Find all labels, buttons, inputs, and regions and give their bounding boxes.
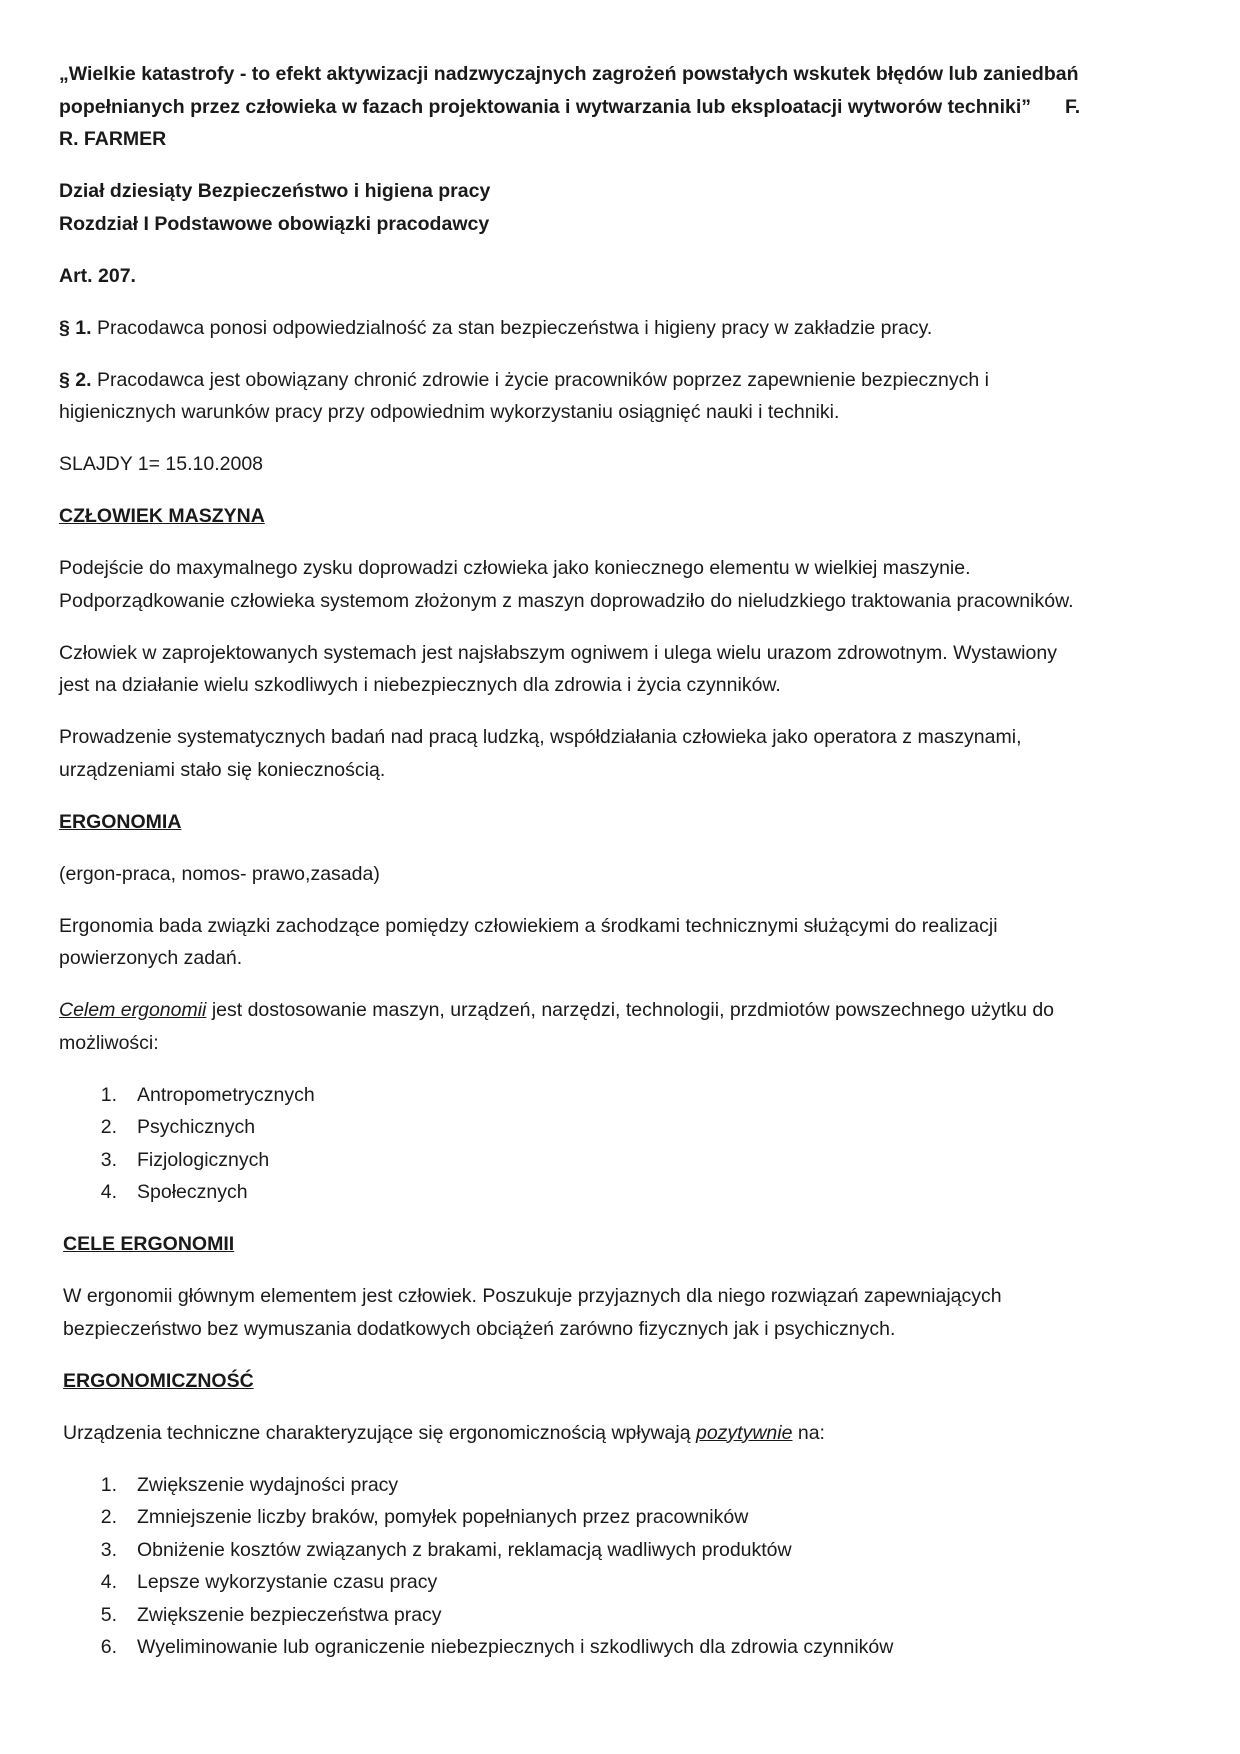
list-item (59, 1469, 1090, 1502)
goal-label: Celem ergonomii (59, 999, 207, 1021)
list-item (59, 1176, 1090, 1209)
paragraph-label: § 2. (59, 368, 92, 391)
list-item (59, 1534, 1090, 1567)
list-item (59, 1111, 1090, 1144)
list-text: Antropometrycznych (137, 1083, 315, 1106)
list-text: Obniżenie kosztów związanych z brakami, reklamacją wadliwych produktów (137, 1538, 792, 1561)
list-text: Społecznych (137, 1181, 248, 1203)
list-item (59, 1631, 1090, 1664)
paragraph-text: Pracodawca jest obowiązany chronić zdrowie i życie pracowników poprzez zapewnienie bezpiecznych i higienicznych warunków pracy przy odpowiednim wykorzystaniu osiągnięć nauki i techniki. (59, 368, 989, 423)
heading-ergonomicznosc: ERGONOMICZNOŚĆ (63, 1369, 254, 1392)
intro-text: Urządzenia techniczne charakteryzujące się ergonomicznością wpływają (63, 1421, 696, 1444)
list-number: 3. (100, 1538, 117, 1561)
list-number: 4. (100, 1571, 117, 1593)
article-paragraph-1 (59, 312, 1090, 345)
capabilities-list (59, 1079, 1090, 1209)
definition: Ergonomia bada związki zachodzące pomiędzy człowiekiem a środkami technicznymi służącymi do realizacji powierzonych zadań. (59, 914, 998, 969)
quote-text: „Wielkie katastrofy - to efekt aktywizacji nadzwyczajnych zagrożeń powstałych wskutek błędów lub zaniedbań popełnianych przez człowieka w fazach projektowania i wytwarzania lub eksploatacji wytworów techniki” (59, 63, 1079, 118)
list-number: 1. (100, 1473, 117, 1496)
section-heading (59, 175, 1090, 240)
paragraph: Człowiek w zaprojektowanych systemach jest najsłabszym ogniwem i ulega wielu urazom zdrowotnym. Wystawiony jest na działanie wielu szkodliwych i niebezpiecznych dla zdrowia i życia czynników. (59, 641, 1057, 696)
intro-text-end: na: (792, 1421, 825, 1444)
intro-emphasis: pozytywnie (695, 1421, 793, 1444)
paragraph: Prowadzenie systematycznych badań nad pracą ludzką, współdziałania człowieka jako operatora z maszynami, urządzeniami stało się koniecznością. (59, 726, 1022, 781)
list-text: Wyeliminowanie lub ograniczenie niebezpiecznych i szkodliwych dla zdrowia czynników (137, 1636, 894, 1658)
list-text: Psychicznych (137, 1116, 256, 1138)
quote-paragraph (59, 58, 1090, 156)
list-number: 2. (100, 1506, 117, 1528)
paragraph-text: Pracodawca ponosi odpowiedzialność za stan bezpieczeństwa i higieny pracy w zakładzie pracy. (91, 316, 933, 339)
section-title: Dział dziesiąty Bezpieczeństwo i higiena pracy (59, 180, 491, 202)
list-item (59, 1501, 1090, 1534)
list-number: 5. (100, 1603, 117, 1626)
ergonomicznosc-intro (59, 1417, 1090, 1450)
benefits-list (59, 1469, 1090, 1664)
goal-paragraph (59, 994, 1090, 1059)
paragraph-label: § 1. (59, 316, 92, 339)
list-item (59, 1144, 1090, 1177)
list-number: 1. (100, 1083, 117, 1106)
list-item (59, 1079, 1090, 1112)
etymology: (ergon-praca, nomos- prawo,zasada) (59, 862, 380, 885)
list-text: Fizjologicznych (137, 1148, 270, 1171)
list-text: Zwiększenie wydajności pracy (137, 1473, 399, 1496)
chapter-title: Rozdział I Podstawowe obowiązki pracodawcy (59, 212, 490, 235)
goal-text: jest dostosowanie maszyn, urządzeń, narzędzi, technologii, przdmiotów powszechnego użytku do możliwości: (59, 999, 1055, 1054)
article-title: Art. 207. (59, 264, 136, 287)
list-number: 6. (100, 1636, 117, 1658)
list-text: Lepsze wykorzystanie czasu pracy (137, 1571, 438, 1593)
heading-czlowiek-maszyna: CZŁOWIEK MASZYNA (59, 505, 265, 527)
list-item (59, 1566, 1090, 1599)
slides-note: SLAJDY 1= 15.10.2008 (59, 453, 264, 475)
quote-author: F. R. FARMER (59, 95, 1081, 150)
heading-cele-ergonomii: CELE ERGONOMII (63, 1233, 235, 1255)
list-number: 4. (100, 1181, 117, 1203)
list-text: Zmniejszenie liczby braków, pomyłek popełnianych przez pracowników (137, 1506, 749, 1528)
paragraph: W ergonomii głównym elementem jest człowiek. Poszukuje przyjaznych dla niego rozwiązań zapewniających bezpieczeństwo bez wymuszania dodatkowych obciążeń zarówno fizycznych jak i psychicznych. (63, 1285, 1002, 1340)
paragraph: Podejście do maxymalnego zysku doprowadzi człowieka jako koniecznego elementu w wielkiej maszynie. Podporządkowanie człowieka systemom złożonym z maszyn doprowadziło do nieludzkiego traktowania pracowników. (59, 557, 1074, 612)
list-number: 3. (100, 1148, 117, 1171)
article-paragraph-2 (59, 364, 1090, 429)
heading-ergonomia: ERGONOMIA (59, 810, 182, 833)
list-number: 2. (100, 1116, 117, 1138)
list-text: Zwiększenie bezpieczeństwa pracy (137, 1603, 442, 1626)
list-item (59, 1599, 1090, 1632)
